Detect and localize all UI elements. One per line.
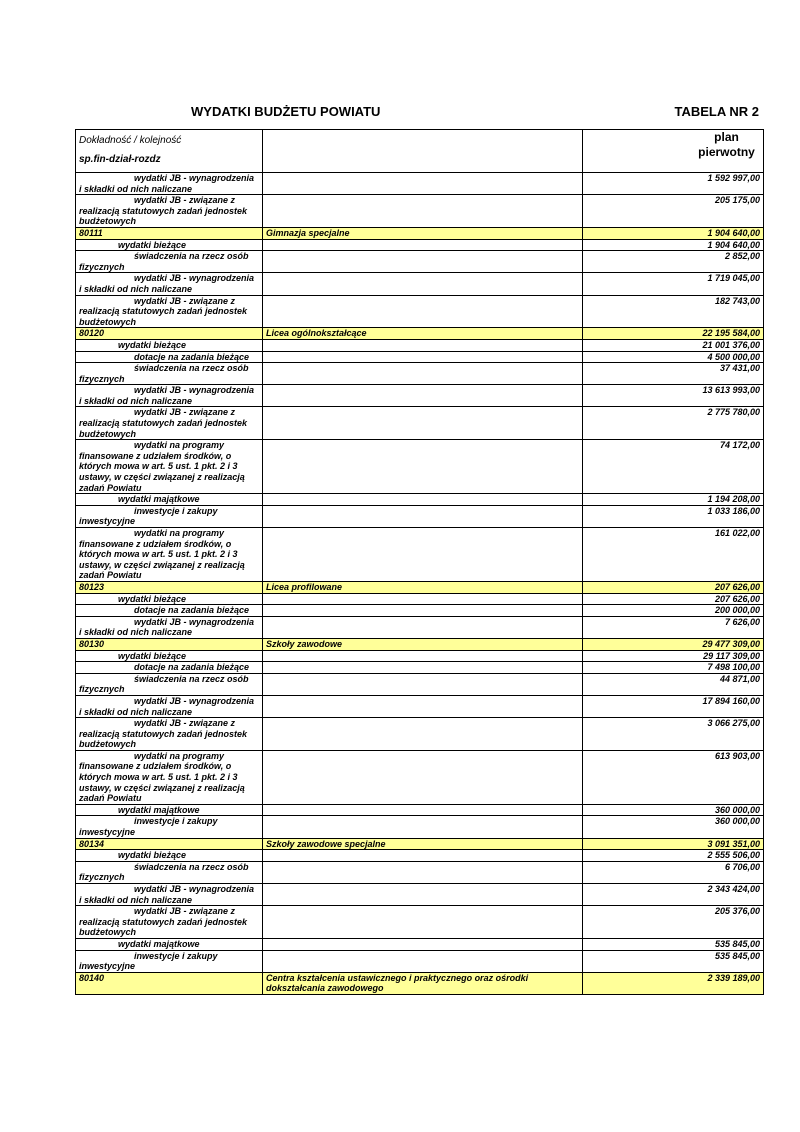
plan-value: 360 000,00 — [583, 816, 764, 838]
plan-value: 205 376,00 — [583, 906, 764, 939]
plan-value: 3 066 275,00 — [583, 718, 764, 751]
item-name-empty — [263, 884, 583, 906]
item-name-empty — [263, 505, 583, 527]
table-row — [76, 850, 764, 862]
item-name-empty — [263, 494, 583, 506]
item-name-empty — [263, 528, 583, 582]
header-col-classification — [76, 130, 263, 173]
section-row — [76, 328, 764, 340]
item-name-empty — [263, 605, 583, 617]
plan-value: 29 477 309,00 — [583, 638, 764, 650]
item-name-empty — [263, 339, 583, 351]
table-row — [76, 695, 764, 717]
plan-value: 535 845,00 — [583, 938, 764, 950]
item-name-empty — [263, 616, 583, 638]
header-plan-sub-label: pierwotny — [698, 145, 755, 159]
plan-value: 7 626,00 — [583, 616, 764, 638]
item-label: wydatki bieżące — [76, 593, 263, 605]
table-row — [76, 339, 764, 351]
item-label: wydatki bieżące — [76, 850, 263, 862]
header-code-label: sp.fin-dział-rozdz — [79, 153, 161, 165]
item-label: wydatki JB - związane z realizacją statutowych zadań jednostek budżetowych — [76, 295, 263, 328]
item-name-empty — [263, 695, 583, 717]
section-name: Szkoły zawodowe — [263, 638, 583, 650]
item-label: wydatki JB - wynagrodzenia i składki od nich naliczane — [76, 385, 263, 407]
item-label: świadczenia na rzecz osób fizycznych — [76, 673, 263, 695]
item-name-empty — [263, 906, 583, 939]
table-row — [76, 440, 764, 494]
section-code: 80140 — [76, 972, 263, 994]
table-row — [76, 173, 764, 195]
table-row — [76, 273, 764, 295]
item-name-empty — [263, 650, 583, 662]
item-name-empty — [263, 251, 583, 273]
plan-value: 22 195 584,00 — [583, 328, 764, 340]
item-name-empty — [263, 593, 583, 605]
item-label: wydatki JB - związane z realizacją statutowych zadań jednostek budżetowych — [76, 407, 263, 440]
section-name: Licea profilowane — [263, 581, 583, 593]
header-col-name — [263, 130, 583, 173]
item-name-empty — [263, 363, 583, 385]
item-label: wydatki JB - wynagrodzenia i składki od nich naliczane — [76, 273, 263, 295]
table-row — [76, 528, 764, 582]
item-name-empty — [263, 440, 583, 494]
plan-value: 21 001 376,00 — [583, 339, 764, 351]
header-col-plan — [583, 130, 764, 173]
table-row — [76, 673, 764, 695]
section-code: 80130 — [76, 638, 263, 650]
item-name-empty — [263, 295, 583, 328]
item-name-empty — [263, 950, 583, 972]
plan-value: 535 845,00 — [583, 950, 764, 972]
item-label: wydatki majątkowe — [76, 938, 263, 950]
table-row — [76, 195, 764, 228]
item-label: świadczenia na rzecz osób fizycznych — [76, 251, 263, 273]
plan-value: 44 871,00 — [583, 673, 764, 695]
item-label: świadczenia na rzecz osób fizycznych — [76, 363, 263, 385]
plan-value: 2 343 424,00 — [583, 884, 764, 906]
plan-value: 2 775 780,00 — [583, 407, 764, 440]
plan-value: 2 852,00 — [583, 251, 764, 273]
plan-value: 6 706,00 — [583, 861, 764, 883]
plan-value: 207 626,00 — [583, 593, 764, 605]
table-row — [76, 861, 764, 883]
item-label: wydatki bieżące — [76, 650, 263, 662]
table-row — [76, 239, 764, 251]
item-name-empty — [263, 718, 583, 751]
plan-value: 207 626,00 — [583, 581, 764, 593]
section-name: Licea ogólnokształcące — [263, 328, 583, 340]
plan-value: 2 339 189,00 — [583, 972, 764, 994]
section-code: 80120 — [76, 328, 263, 340]
table-row — [76, 505, 764, 527]
item-label: dotacje na zadania bieżące — [76, 662, 263, 674]
plan-value: 4 500 000,00 — [583, 351, 764, 363]
item-label: dotacje na zadania bieżące — [76, 605, 263, 617]
table-row — [76, 407, 764, 440]
plan-value: 360 000,00 — [583, 804, 764, 816]
section-row — [76, 972, 764, 994]
table-row — [76, 251, 764, 273]
item-name-empty — [263, 938, 583, 950]
item-name-empty — [263, 816, 583, 838]
table-row — [76, 295, 764, 328]
item-name-empty — [263, 407, 583, 440]
header-plan-label: plan — [714, 130, 739, 144]
plan-value: 1 592 997,00 — [583, 173, 764, 195]
table-number: TABELA NR 2 — [674, 104, 759, 119]
section-row — [76, 838, 764, 850]
table-row — [76, 351, 764, 363]
table-header-row — [76, 130, 764, 173]
table-row — [76, 494, 764, 506]
table-row — [76, 804, 764, 816]
section-row — [76, 638, 764, 650]
table-row — [76, 605, 764, 617]
item-name-empty — [263, 173, 583, 195]
item-name-empty — [263, 750, 583, 804]
table-row — [76, 593, 764, 605]
plan-value: 1 904 640,00 — [583, 227, 764, 239]
table-row — [76, 616, 764, 638]
plan-value: 13 613 993,00 — [583, 385, 764, 407]
plan-value: 182 743,00 — [583, 295, 764, 328]
item-name-empty — [263, 273, 583, 295]
item-name-empty — [263, 351, 583, 363]
section-name: Gimnazja specjalne — [263, 227, 583, 239]
section-row — [76, 227, 764, 239]
plan-value: 613 903,00 — [583, 750, 764, 804]
plan-value: 7 498 100,00 — [583, 662, 764, 674]
plan-value: 74 172,00 — [583, 440, 764, 494]
budget-table — [75, 129, 764, 995]
plan-value: 1 719 045,00 — [583, 273, 764, 295]
item-label: świadczenia na rzecz osób fizycznych — [76, 861, 263, 883]
plan-value: 200 000,00 — [583, 605, 764, 617]
header-precision-label: Dokładność / kolejność — [79, 135, 182, 146]
item-label: wydatki na programy finansowane z udziałem środków, o których mowa w art. 5 ust. 1 pkt. 2 i 3 ustawy, w części związanej z realizacją zadań Powiatu — [76, 528, 263, 582]
plan-value: 29 117 309,00 — [583, 650, 764, 662]
item-label: wydatki JB - wynagrodzenia i składki od nich naliczane — [76, 616, 263, 638]
item-name-empty — [263, 861, 583, 883]
table-row — [76, 938, 764, 950]
item-label: wydatki JB - wynagrodzenia i składki od nich naliczane — [76, 884, 263, 906]
table-row — [76, 950, 764, 972]
item-label: wydatki na programy finansowane z udziałem środków, o których mowa w art. 5 ust. 1 pkt. 2 i 3 ustawy, w części związanej z realizacją zadań Powiatu — [76, 750, 263, 804]
section-row — [76, 581, 764, 593]
table-row — [76, 884, 764, 906]
item-label: wydatki bieżące — [76, 339, 263, 351]
plan-value: 2 555 506,00 — [583, 850, 764, 862]
plan-value: 3 091 351,00 — [583, 838, 764, 850]
item-name-empty — [263, 195, 583, 228]
table-row — [76, 385, 764, 407]
section-code: 80123 — [76, 581, 263, 593]
section-code: 80134 — [76, 838, 263, 850]
table-row — [76, 363, 764, 385]
table-row — [76, 718, 764, 751]
item-name-empty — [263, 662, 583, 674]
item-label: inwestycje i zakupy inwestycyjne — [76, 950, 263, 972]
plan-value: 1 033 186,00 — [583, 505, 764, 527]
page-title: WYDATKI BUDŻETU POWIATU — [191, 104, 381, 119]
plan-value: 161 022,00 — [583, 528, 764, 582]
item-label: inwestycje i zakupy inwestycyjne — [76, 816, 263, 838]
section-code: 80111 — [76, 227, 263, 239]
section-name: Centra kształcenia ustawicznego i praktycznego oraz ośrodki dokształcania zawodowego — [263, 972, 583, 994]
item-label: wydatki JB - wynagrodzenia i składki od nich naliczane — [76, 695, 263, 717]
plan-value: 1 194 208,00 — [583, 494, 764, 506]
item-label: wydatki bieżące — [76, 239, 263, 251]
table-row — [76, 816, 764, 838]
item-label: inwestycje i zakupy inwestycyjne — [76, 505, 263, 527]
plan-value: 205 175,00 — [583, 195, 764, 228]
item-name-empty — [263, 239, 583, 251]
table-row — [76, 906, 764, 939]
item-label: wydatki majątkowe — [76, 494, 263, 506]
item-label: wydatki JB - związane z realizacją statutowych zadań jednostek budżetowych — [76, 195, 263, 228]
table-row — [76, 750, 764, 804]
item-label: dotacje na zadania bieżące — [76, 351, 263, 363]
plan-value: 1 904 640,00 — [583, 239, 764, 251]
item-name-empty — [263, 673, 583, 695]
item-label: wydatki JB - związane z realizacją statutowych zadań jednostek budżetowych — [76, 718, 263, 751]
item-name-empty — [263, 385, 583, 407]
item-label: wydatki na programy finansowane z udziałem środków, o których mowa w art. 5 ust. 1 pkt. 2 i 3 ustawy, w części związanej z realizacją zadań Powiatu — [76, 440, 263, 494]
item-label: wydatki majątkowe — [76, 804, 263, 816]
plan-value: 37 431,00 — [583, 363, 764, 385]
item-label: wydatki JB - wynagrodzenia i składki od nich naliczane — [76, 173, 263, 195]
item-name-empty — [263, 804, 583, 816]
item-label: wydatki JB - związane z realizacją statutowych zadań jednostek budżetowych — [76, 906, 263, 939]
item-name-empty — [263, 850, 583, 862]
table-row — [76, 662, 764, 674]
section-name: Szkoły zawodowe specjalne — [263, 838, 583, 850]
table-row — [76, 650, 764, 662]
plan-value: 17 894 160,00 — [583, 695, 764, 717]
